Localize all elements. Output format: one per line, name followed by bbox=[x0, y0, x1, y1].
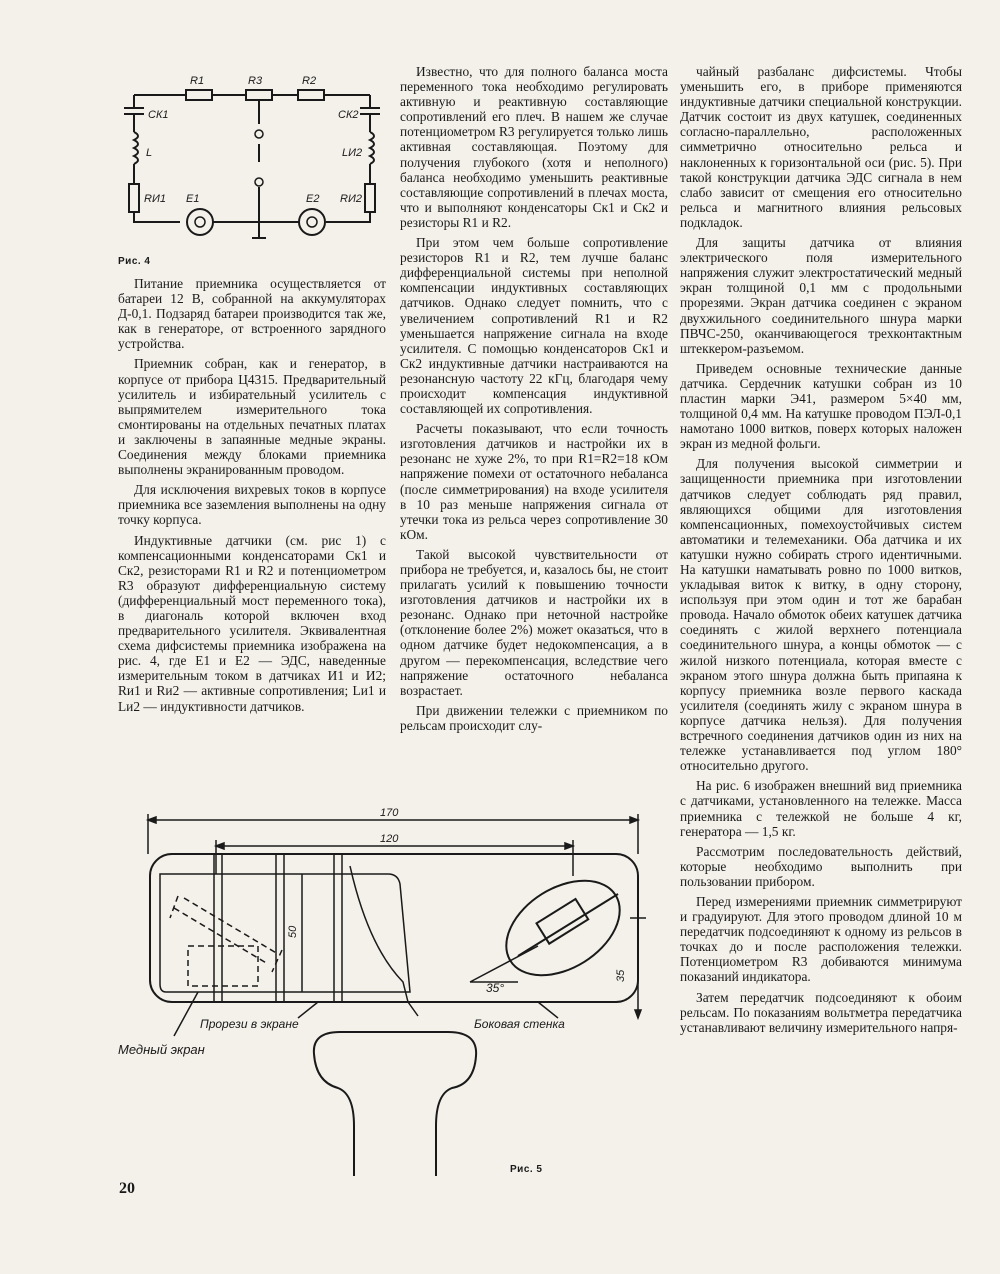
paragraph: Питание приемника осуществляется от батареи 12 В, собранной на аккумуляторах Д-0,1. Подзаряд батареи производится так же, как в генераторе, от встроенного зарядного устройства. bbox=[118, 276, 386, 352]
paragraph: Для исключения вихревых токов в корпусе приемника все заземления выполнены на одну точку корпуса. bbox=[118, 482, 386, 528]
paragraph: чайный разбаланс дифсистемы. Чтобы уменьшить его, в приборе применяются индуктивные датчики специальной конструкции. Датчик состоит из двух катушек, соединенных согласно-параллельно, расположенных симметрично относительно рельса и наклоненных к горизонтальной оси (рис. 5). При такой конструкции датчика ЭДС сигнала в нем слабо зависит от смещения его относительно рельса и магнитного влияния рельсовых подкладок. bbox=[680, 64, 962, 230]
dimension-35: 35 bbox=[615, 969, 627, 982]
rail-profile bbox=[314, 1032, 476, 1176]
text-column-2 bbox=[400, 64, 668, 738]
angle-35: 35° bbox=[486, 981, 505, 995]
label-l: L bbox=[146, 147, 153, 159]
paragraph: Известно, что для полного баланса моста переменного тока необходимо регулировать активную и реактивную составляющие сопротивлений его плеч. В нашем же случае потенциометром R3 регулируется только лишь активная составляющая. Поэтому для получения глубокого (хотя и неполного) баланса необходимо уменьшить реактивные составляющие сопротивлений в плечах моста, что и выполняют конденсаторы Cк1 и Cк2 и резисторы R1 и R2. bbox=[400, 64, 668, 230]
label-r1: R1 bbox=[190, 75, 205, 87]
label-e1: E1 bbox=[186, 193, 200, 205]
figure-4-circuit bbox=[112, 62, 392, 252]
coil bbox=[537, 899, 589, 944]
dimension-50: 50 bbox=[287, 925, 299, 938]
paragraph: Приведем основные технические данные датчика. Сердечник катушки собран из 10 пластин марки Э41, размером 5×40 мм, толщиной 0,4 мм. На катушке проводом ПЭЛ-0,1 намотано 1000 витков, поверх которых наложен экран из медной фольги. bbox=[680, 360, 962, 452]
paragraph: На рис. 6 изображен внешний вид приемника с датчиками, установленного на тележке. Масса приемника с тележкой не больше 4 кг, генератора — 1,5 кг. bbox=[680, 778, 962, 839]
dimension-120: 120 bbox=[380, 833, 399, 845]
paragraph: Рассмотрим последовательность действий, которые необходимо выполнить при пользовании прибором. bbox=[680, 843, 962, 889]
dimension-170: 170 bbox=[380, 807, 399, 819]
label-r2: R2 bbox=[302, 75, 317, 87]
paragraph: Такой высокой чувствительности от прибора не требуется, и, казалось бы, не стоит прилагать усилий к повышению точности изготовления датчиков и настройки их в резонанс. Однако при неточной настройке (отклонение более 2%) может оказаться, что в одном датчике будет недокомпенсация, а в другом — перекомпенсация, вследствие чего напряжение остаточного небаланса возрастает. bbox=[400, 546, 668, 698]
source-e1 bbox=[187, 209, 213, 235]
paragraph: Индуктивные датчики (см. рис 1) с компенсационными конденсаторами Cк1 и Cк2, резисторами R1 и R2 и потенциометром R3 образуют дифференциальную систему (дифференциальный мост переменного тока), в диагональ которой включен вход предварительного усилителя. Эквивалентная схема дифсистемы приемника изображена на рис. 4, где E1 и E2 — ЭДС, наведенные измерительным током в датчиках И1 и И2; Rи1 и Rи2 — активные сопротивления; Lи1 и Lи2 — индуктивности датчиков. bbox=[118, 532, 386, 714]
paragraph: Для защиты датчика от влияния электрического поля измерительного напряжения служит электростатический медный экран толщиной 0,1 мм с продольными прорезями. Экран датчика соединен с экраном двухжильного соединительного шнура марки ПВЧС-250, оканчивающегося трехконтактным штеккером-разъемом. bbox=[680, 235, 962, 356]
figure-5-caption: Рис. 5 bbox=[510, 1164, 543, 1175]
screen-slot bbox=[214, 854, 342, 1002]
text-column-1 bbox=[118, 276, 386, 719]
label-ri1: RИ1 bbox=[144, 193, 166, 205]
label-slots: Прорези в экране bbox=[200, 1017, 299, 1031]
label-r3: R3 bbox=[248, 75, 263, 87]
paragraph: При этом чем больше сопротивление резисторов R1 и R2, тем лучше баланс дифференциальной системы при неполной компенсации индуктивных составляющих датчиков. Однако следует помнить, что с увеличением сопротивлений R1 и R2 уменьшается напряжение сигнала на входе усилителя. С помощью конденсаторов Cк1 и Cк2 индуктивные датчики настраиваются на резонансную частоту 22 кГц, благодаря чему происходит компенсация индуктивной составляющей их сопротивления. bbox=[400, 235, 668, 417]
label-copper-screen: Медный экран bbox=[118, 1042, 205, 1057]
label-ri2: RИ2 bbox=[340, 193, 362, 205]
paragraph: Приемник собран, как и генератор, в корпусе от прибора Ц4315. Предварительный усилитель и избирательный усилитель с выпрямителем измерительного тока смонтированы на отдельных печатных платах и заключены в запаянные медные экраны. Соединения между блоками приемника выполнены экранированным проводом. bbox=[118, 356, 386, 478]
label-li2: LИ2 bbox=[342, 147, 363, 159]
resistor-ri2 bbox=[365, 184, 375, 212]
paragraph: Затем передатчик подсоединяют к обоим рельсам. По показаниям вольтметра передатчика устанавливают величину измерительного напря- bbox=[680, 989, 962, 1035]
figure-4-caption: Рис. 4 bbox=[118, 256, 151, 267]
paragraph: Для получения высокой симметрии и защищенности приемника при изготовлении датчиков следует соблюдать ряд правил, являющихся общими для изготовления компенсационных, помехоустойчивых систем автоматики и телемеханики. Оба датчика и их катушки нужно собирать строго идентичными. На катушки наматывать ровно по 1000 витков, укладывая виток к витку, в одну сторону, используя при этом один и тот же барабан провода. Начало обмоток обеих катушек датчика соединять с жилой верхнего потенциала соединительного шнура, а концы обмоток — с жилой низкого потенциала, которая вместе с экраном этого шнура должна быть припаяна к корпусу приемника возле первого каскада усилителя (соединять жилу с экраном шнура в корпусе датчика нельзя). Для получения встречного соединения датчиков один из них на тележке устанавливается под углом 180° относительно другого. bbox=[680, 456, 962, 774]
source-e2 bbox=[299, 209, 325, 235]
paragraph: Перед измерениями приемник симметрируют и градуируют. Для этого проводом длиной 10 м передатчик подсоединяют к одному из рельсов в точках до и после расположения тележки. Потенциометром R3 добиваются минимума показаний индикатора. bbox=[680, 893, 962, 985]
paragraph: Расчеты показывают, что если точность изготовления датчиков и настройки их в резонанс не хуже 2%, то при R1=R2=18 кОм напряжение помехи от остаточного небаланса (после симметрирования) на входе усилителя в 10 раз меньше напряжения сигнала от утечки тока из рельса через сопротивление 30 кОм. bbox=[400, 421, 668, 542]
figure-5-sensor bbox=[118, 806, 658, 1176]
label-side-wall: Боковая стенка bbox=[474, 1017, 565, 1031]
resistor-r3 bbox=[246, 90, 272, 100]
resistor-r2 bbox=[298, 90, 324, 100]
resistor-ri1 bbox=[129, 184, 139, 212]
text-column-3 bbox=[680, 64, 962, 1040]
label-ck1: CК1 bbox=[148, 109, 169, 121]
label-e2: E2 bbox=[306, 193, 320, 205]
label-ck2: CК2 bbox=[338, 109, 359, 121]
resistor-r1 bbox=[186, 90, 212, 100]
paragraph: При движении тележки с приемником по рельсам происходит слу- bbox=[400, 702, 668, 733]
page-number: 20 bbox=[119, 1180, 135, 1197]
